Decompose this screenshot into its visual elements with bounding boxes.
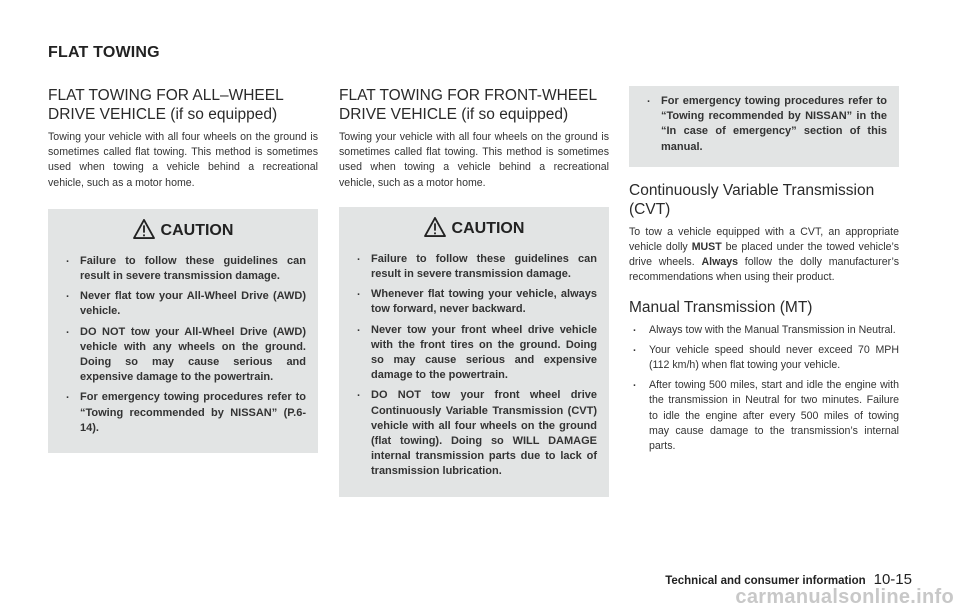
awd-section-title bbox=[48, 86, 318, 124]
awd-body-text: Towing your vehicle with all four wheels on the ground is sometimes called flat towing. This method is sometimes used when towing a vehicle behind a recreational vehicle, such as a motor home. bbox=[48, 131, 318, 189]
cvt-body-part: follow the dolly manufacturer’s recommendations when using their product. bbox=[629, 256, 899, 284]
page-number: 10-15 bbox=[873, 571, 912, 588]
cvt-body-part: To tow a vehicle equipped with a CVT, an appropriate vehicle dolly bbox=[629, 225, 899, 254]
column-fwd bbox=[339, 86, 609, 497]
warning-triangle-icon bbox=[424, 217, 446, 242]
awd-title-line2: DRIVE VEHICLE (if so equipped) bbox=[48, 106, 278, 123]
list-item: . DO NOT tow your All-Wheel Drive (AWD) vehicle with any wheels on the ground. Doing so may cause serious and expensive damage to the powertrain. bbox=[60, 325, 306, 386]
page-heading: FLAT TOWING bbox=[48, 44, 160, 61]
list-item: . After towing 500 miles, start and idle the engine with the transmission in Neutral for two minutes. Failure to idle the engine after every 500 miles of towing may cause damage to the transmission’s internal parts. bbox=[629, 378, 899, 454]
warning-triangle-icon bbox=[133, 219, 155, 244]
list-item: . Never tow your front wheel drive vehicle with the front tires on the ground. Doing so may cause serious and expensive damage to the powertrain. bbox=[351, 323, 597, 384]
fwd-title-line2: DRIVE VEHICLE (if so equipped) bbox=[339, 106, 569, 123]
list-item: . Always tow with the Manual Transmission in Neutral. bbox=[629, 323, 899, 338]
fwd-body-text: Towing your vehicle with all four wheels on the ground is sometimes called flat towing. This method is sometimes used when towing a vehicle behind a recreational vehicle, such as a motor home. bbox=[339, 131, 609, 189]
footer-section-label: Technical and consumer information bbox=[665, 575, 866, 587]
list-item: . For emergency towing procedures refer to “Towing recommended by NISSAN” in the “In case of emergency” section of this manual. bbox=[641, 94, 887, 155]
fwd-caution-label: CAUTION bbox=[451, 220, 525, 238]
caution-continued-list bbox=[641, 94, 887, 155]
cvt-body-part: be placed under the towed vehicle’s drive wheels. bbox=[629, 241, 899, 269]
mt-section-title: Manual Transmission (MT) bbox=[629, 298, 813, 316]
awd-title-line1: FLAT TOWING FOR ALL–WHEEL bbox=[48, 87, 284, 104]
fwd-section-title bbox=[339, 86, 609, 124]
caution-continued-box bbox=[629, 86, 899, 167]
watermark: carmanualsonline.info bbox=[735, 586, 954, 608]
list-item: . Never flat tow your All-Wheel Drive (AWD) vehicle. bbox=[60, 289, 306, 319]
awd-caution-list bbox=[60, 254, 306, 436]
fwd-caution-list bbox=[351, 252, 597, 480]
awd-caution-box bbox=[48, 209, 318, 453]
cvt-body-text bbox=[629, 225, 899, 286]
list-item: . Whenever flat towing your vehicle, always tow forward, never backward. bbox=[351, 287, 597, 317]
list-item: . DO NOT tow your front wheel drive Continuously Variable Transmission (CVT) vehicle with all four wheels on the ground (flat towing). Doing so WILL DAMAGE internal transmission parts due to lack of transmission lubrication. bbox=[351, 388, 597, 479]
cvt-section-title: Continuously Variable Transmission (CVT) bbox=[629, 181, 875, 218]
list-item: . Failure to follow these guidelines can result in severe transmission damage. bbox=[60, 254, 306, 284]
mt-list bbox=[629, 323, 899, 455]
list-item: . For emergency towing procedures refer to “Towing recommended by NISSAN” (P.6-14). bbox=[60, 390, 306, 436]
list-item: . Your vehicle speed should never exceed 70 MPH (112 km/h) when flat towing your vehicle. bbox=[629, 343, 899, 373]
awd-caution-label: CAUTION bbox=[160, 222, 234, 240]
fwd-caution-box bbox=[339, 207, 609, 497]
list-item: . Failure to follow these guidelines can result in severe transmission damage. bbox=[351, 252, 597, 282]
column-transmission bbox=[629, 86, 899, 459]
fwd-caution-header bbox=[351, 217, 597, 242]
column-awd bbox=[48, 86, 318, 453]
awd-caution-header bbox=[60, 219, 306, 244]
cvt-body-emphasis: MUST bbox=[691, 241, 722, 254]
cvt-body-emphasis: Always bbox=[701, 256, 738, 269]
fwd-title-line1: FLAT TOWING FOR FRONT-WHEEL bbox=[339, 87, 598, 104]
